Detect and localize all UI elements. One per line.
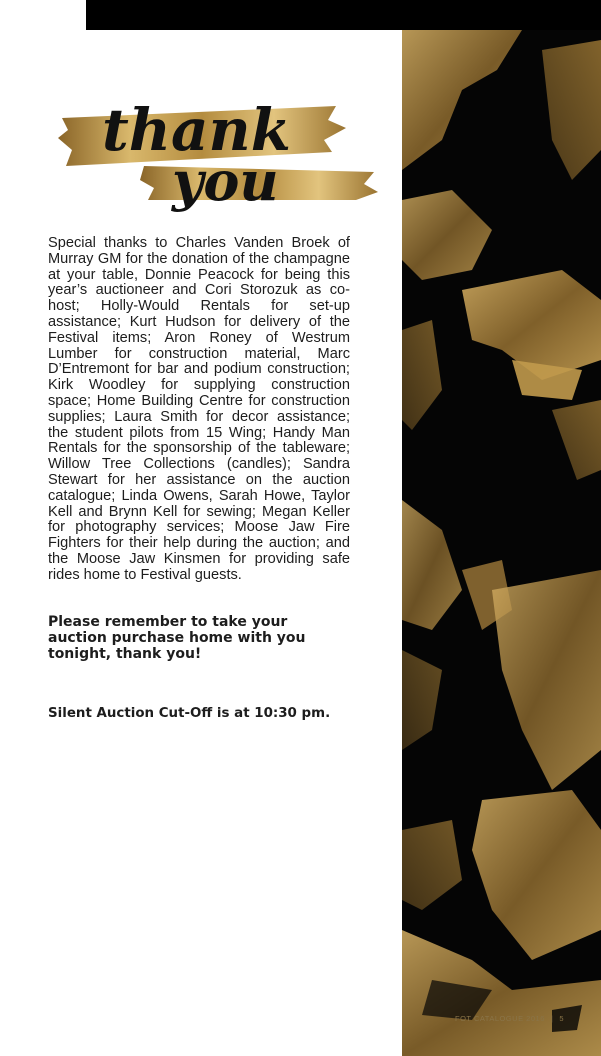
thank-you-heading (56, 88, 382, 218)
take-purchase-home-reminder: Please remember to take your auction purchase home with you tonight, thank you! (48, 614, 306, 662)
top-black-bar (86, 0, 601, 30)
heading-word-you: you (172, 149, 279, 213)
footer-catalogue-label: FOT CATALOGUE 2016 (455, 1014, 545, 1023)
heading-word-thank: thank (102, 96, 291, 164)
gold-brush-stroke-heading (56, 88, 382, 218)
page-number: 5 (559, 1014, 564, 1023)
page-footer (452, 1014, 567, 1023)
gold-foil-decorative-panel (402, 30, 601, 1056)
footer-separator: | (550, 1014, 554, 1023)
acknowledgements-paragraph: Special thanks to Charles Vanden Broek of Murray GM for the donation of the champagne at your table, Donnie Peacock for being this year’s auctioneer and Cori Storozuk as co-host; Holly-Would Rentals for set-up assistance; Kurt Hudson for delivery of the Festival items; Aron Roney of Westrum Lumber for construction material, Marc D’Entremont for bar and podium construction; Kirk Woodley for supplying construction space; Home Building Centre for construction supplies; Laura Smith for decor assistance; the student pilots from 15 Wing; Handy Man Rentals for the sponsorship of the tableware; Willow Tree Collections (candles); Sandra Stewart for her assistance on the auction catalogue; Linda Owens, Sarah Howe, Taylor Kell and Brynn Kell for sewing; Megan Keller for photography services; Moose Jaw Fire Fighters for their help during the auction; and the Moose Jaw Kinsmen for providing safe rides home to Festival guests. (48, 235, 350, 583)
silent-auction-cutoff-notice: Silent Auction Cut-Off is at 10:30 pm. (48, 706, 331, 721)
gold-foil-texture (402, 30, 601, 1056)
